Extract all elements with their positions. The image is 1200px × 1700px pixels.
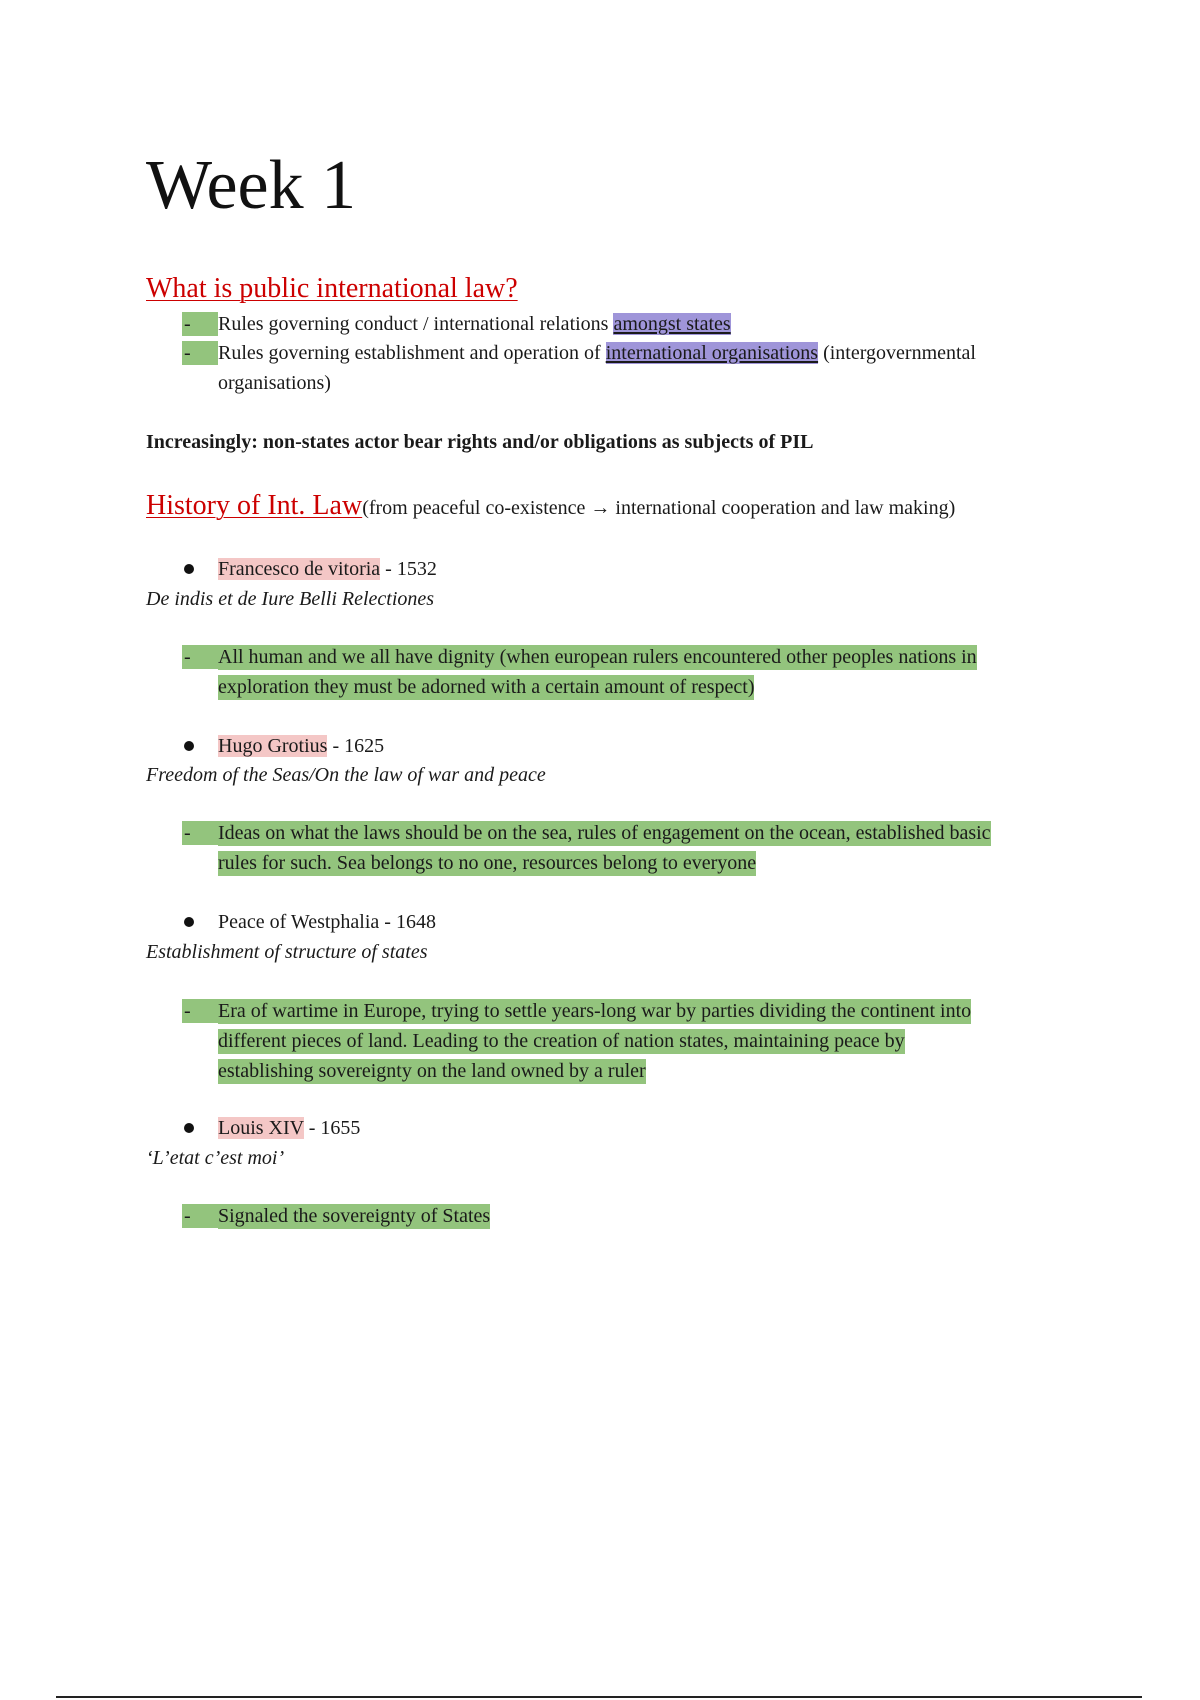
dash-marker: - bbox=[182, 1204, 218, 1228]
page-title: Week 1 bbox=[146, 147, 357, 224]
list-item-text: Rules governing establishment and operation of bbox=[218, 342, 606, 364]
history-heading-title: History of Int. Law bbox=[146, 490, 363, 521]
entry-year: - 1625 bbox=[327, 735, 385, 757]
entry-title bbox=[218, 731, 384, 761]
entry-note-line: rules for such. Sea belongs to no one, resources belong to everyone bbox=[218, 852, 757, 874]
entry-note-line: different pieces of land. Leading to the creation of nation states, maintaining peace by bbox=[218, 1030, 905, 1052]
dash-marker: - bbox=[182, 821, 218, 845]
bullet-icon bbox=[184, 917, 194, 927]
list-item bbox=[218, 309, 731, 339]
list-item bbox=[218, 338, 976, 368]
highlighted-term: international organisations bbox=[605, 342, 819, 364]
entry-work: ‘L’etat c’est moi’ bbox=[146, 1147, 285, 1169]
entry-work: Establishment of structure of states bbox=[146, 941, 428, 963]
entry-name: Hugo Grotius bbox=[218, 735, 328, 757]
entry-note-line: establishing sovereignty on the land owned by a ruler bbox=[218, 1060, 646, 1082]
bullet-icon bbox=[184, 741, 194, 751]
entry-name: Louis XIV bbox=[218, 1117, 304, 1139]
entry-title bbox=[218, 554, 437, 584]
entry-work: Freedom of the Seas/On the law of war and peace bbox=[146, 764, 546, 786]
bullet-icon bbox=[184, 1123, 194, 1133]
entry-name: Francesco de vitoria bbox=[218, 558, 381, 580]
section-heading-public-international-law: What is public international law? bbox=[146, 273, 518, 304]
history-heading-note: (from peaceful co-existence → international cooperation and law making) bbox=[362, 497, 956, 519]
list-item-continuation: organisations) bbox=[218, 372, 331, 394]
entry-title bbox=[218, 1113, 360, 1143]
dash-marker: - bbox=[182, 999, 218, 1023]
entry-note-line: Era of wartime in Europe, trying to settle years-long war by parties dividing the continent into bbox=[218, 1000, 972, 1022]
entry-year: - 1648 bbox=[379, 911, 436, 933]
page-bottom-rule bbox=[56, 1696, 1142, 1698]
entry-year: - 1655 bbox=[303, 1117, 361, 1139]
entry-note-line: Signaled the sovereignty of States bbox=[218, 1205, 491, 1227]
dash-marker: - bbox=[182, 312, 218, 336]
entry-work: De indis et de Iure Belli Relectiones bbox=[146, 588, 435, 610]
bullet-icon bbox=[184, 564, 194, 574]
dash-marker: - bbox=[182, 645, 218, 669]
section-heading-history bbox=[146, 489, 955, 525]
highlighted-term: amongst states bbox=[613, 313, 731, 335]
entry-title bbox=[218, 907, 436, 937]
entry-name: Peace of Westphalia bbox=[218, 911, 380, 933]
entry-note-line: Ideas on what the laws should be on the sea, rules of engagement on the ocean, established basic bbox=[218, 822, 991, 844]
entry-note-line: All human and we all have dignity (when european rulers encountered other peoples nations in bbox=[218, 646, 977, 668]
increasingly-note: Increasingly: non-states actor bear rights and/or obligations as subjects of PIL bbox=[146, 431, 814, 453]
dash-marker: - bbox=[182, 341, 218, 365]
list-item-text-after: (intergovernmental bbox=[818, 342, 976, 364]
entry-note-line: exploration they must be adorned with a certain amount of respect) bbox=[218, 676, 755, 698]
entry-year: - 1532 bbox=[380, 558, 437, 580]
list-item-text: Rules governing conduct / international relations bbox=[218, 313, 614, 335]
